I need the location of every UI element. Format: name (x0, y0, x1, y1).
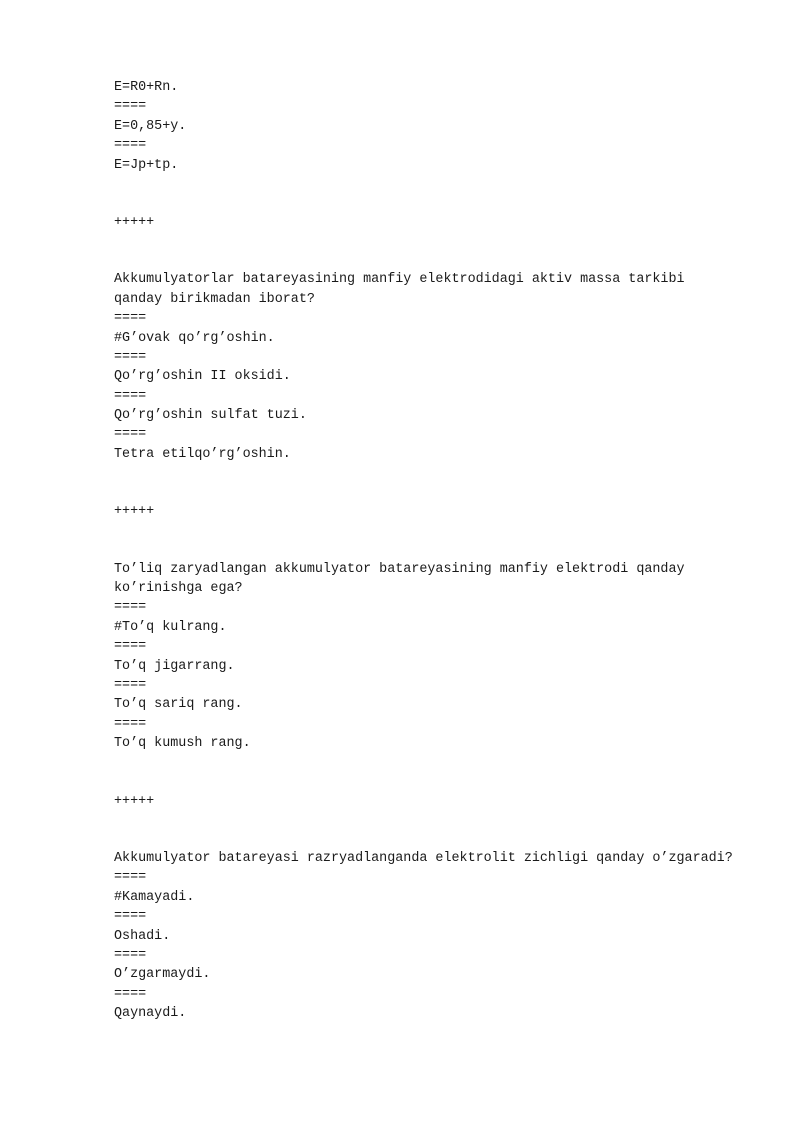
separator-line: ==== (114, 870, 147, 886)
answer-option-correct: #Kamayadi. (114, 889, 195, 905)
question-block-2 (114, 560, 754, 754)
answer-option: Qaynaydi. (114, 1006, 187, 1022)
option-line: E=0,85+y. (114, 118, 187, 134)
answer-option: Qo’rg’oshin II oksidi. (114, 369, 291, 385)
question-text: To’liq zaryadlangan akkumulyator batareyasining manfiy elektrodi qanday (114, 561, 685, 577)
block-marker: +++++ (114, 214, 155, 230)
separator-line: ==== (114, 600, 147, 616)
separator-line: ==== (114, 909, 147, 925)
separator-line: ==== (114, 138, 147, 154)
separator-line: ==== (114, 716, 147, 732)
option-line: E=Jp+tp. (114, 157, 179, 173)
question-text: Akkumulyatorlar batareyasining manfiy elektrodidagi aktiv massa tarkibi (114, 272, 685, 288)
separator-line: ==== (114, 639, 147, 655)
separator-line: ==== (114, 99, 147, 115)
option-line: E=R0+Rn. (114, 80, 179, 95)
top-options-block (114, 78, 754, 175)
separator-line: ==== (114, 427, 147, 443)
question-text: qanday birikmadan iborat? (114, 291, 315, 307)
answer-option-correct: #To’q kulrang. (114, 619, 227, 635)
separator-line: ==== (114, 349, 147, 365)
separator-line: ==== (114, 947, 147, 963)
answer-option-correct: #G’ovak qo’rg’oshin. (114, 330, 275, 346)
separator-line: ==== (114, 388, 147, 404)
answer-option: Oshadi. (114, 928, 171, 944)
answer-option: Qo’rg’oshin sulfat tuzi. (114, 408, 307, 424)
question-block-3 (114, 849, 754, 1024)
answer-option: To’q jigarrang. (114, 658, 235, 674)
separator-line: ==== (114, 986, 147, 1002)
block-marker: +++++ (114, 504, 155, 520)
separator-line: ==== (114, 677, 147, 693)
answer-option: O’zgarmaydi. (114, 967, 211, 983)
answer-option: Tetra etilqo’rg’oshin. (114, 446, 291, 462)
separator-line: ==== (114, 311, 147, 327)
answer-option: To’q sariq rang. (114, 697, 243, 713)
question-text: ko’rinishga ega? (114, 581, 243, 597)
question-block-1 (114, 270, 754, 464)
block-marker: +++++ (114, 793, 155, 809)
document-content (114, 78, 754, 1023)
question-text: Akkumulyator batareyasi razryadlanganda elektrolit zichligi qanday o’zgaradi? (114, 850, 733, 866)
answer-option: To’q kumush rang. (114, 736, 251, 752)
